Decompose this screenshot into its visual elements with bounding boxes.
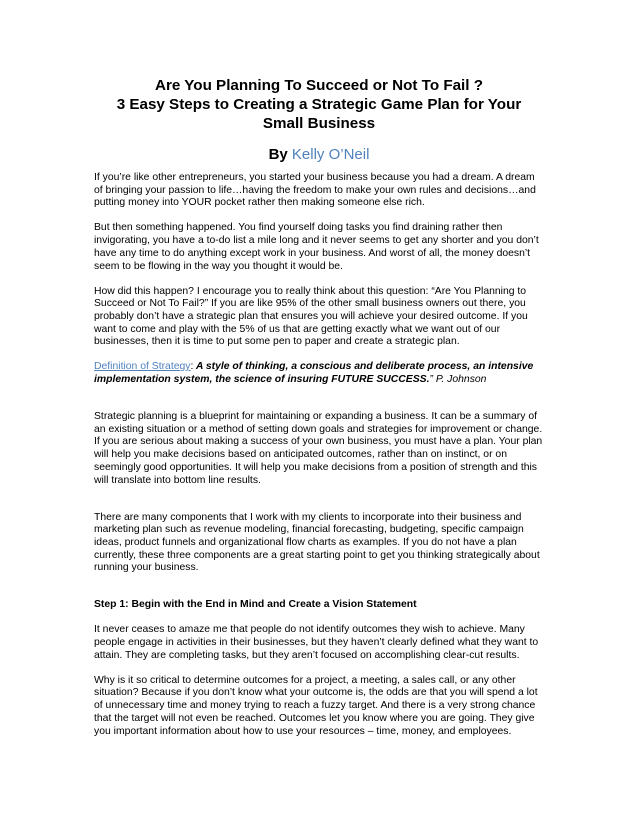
document-title <box>94 76 544 133</box>
definition-link[interactable]: Definition of Strategy <box>94 361 191 373</box>
author-link[interactable]: Kelly O’Neil <box>291 146 370 163</box>
title-line-2: 3 Easy Steps to Creating a Strategic Game Plan for Your <box>116 96 522 113</box>
document-page <box>94 76 544 751</box>
spacer <box>94 587 544 599</box>
paragraph-something-happened: But then something happened. You find yourself doing tasks you find draining rather then invigorating, you have a to-do list a mile long and it never seems to get any shorter and you don’t have any time to do anything except work in your business. And worst of all, the money doesn’t seem to be flowing in the way you thought it would be. <box>94 222 539 272</box>
definition-colon: : <box>190 361 194 373</box>
paragraph-intro-dream: If you’re like other entrepreneurs, you started your business because you had a dream. A dream of bringing your passion to life…having the freedom to make your own rules and decisions…and putting money into YOUR pocket rather then making someone else rich. <box>94 172 536 209</box>
paragraph-strategic-planning: Strategic planning is a blueprint for maintaining or expanding a business. It can be a summary of an existing situation or a method of setting down goals and strategies for improvement or change. If you are serious about making a success of your own business, you must have a plan. Your plan will help you make decisions based on anticipated outcomes, rather than on instinct, or on seemingly good opportunities. It will help you make decisions from a position of strength and this will translate into bottom line results. <box>94 411 543 486</box>
step-1-heading: Step 1: Begin with the End in Mind and Create a Vision Statement <box>94 599 417 611</box>
byline-prefix: By <box>268 146 292 163</box>
title-line-3: Small Business <box>262 115 376 132</box>
definition-attribution: ” P. Johnson <box>429 374 487 386</box>
byline <box>94 146 544 164</box>
definition-of-strategy <box>94 361 544 386</box>
spacer <box>94 500 544 512</box>
paragraph-why-critical: Why is it so critical to determine outcomes for a project, a meeting, a sales call, or any other situation? Because if you don’t know what your outcome is, the odds are that you will spend a lot of unnecessary time and money trying to reach a fuzzy target. And there is a very strong chance that the target will not even be reached. Outcomes let you know where you are going. They give you important information about how to use your resources – time, money, and employees. <box>94 674 538 737</box>
definition-text: A style of thinking, a conscious and deliberate process, an intensive implementation system, the science of insuring FUTURE SUCCESS. <box>94 361 534 386</box>
title-line-1: Are You Planning To Succeed or Not To Fail ? <box>155 77 483 94</box>
spacer <box>94 399 544 411</box>
paragraph-how-did-this-happen: How did this happen? I encourage you to really think about this question: “Are You Planning to Succeed or Not To Fail?” If you are like 95% of the other small business owners out there, you probably don’t have a strategic plan that ensures you will achieve your desired outcome. If you want to come and play with the 5% of us that are getting exactly what we want out of our businesses, then it is time to put some pen to paper and create a strategic plan. <box>94 285 528 348</box>
paragraph-outcomes: It never ceases to amaze me that people do not identify outcomes they wish to achieve. Many people engage in activities in their businesses, but they haven’t clearly defined what they want to attain. They are completing tasks, but they aren’t focused on accomplishing clear-cut results. <box>94 624 539 661</box>
paragraph-components: There are many components that I work with my clients to incorporate into their business and marketing plan such as revenue modeling, financial forecasting, budgeting, specific campaign ideas, product funnels and organizational flow charts as examples. If you do not have a plan currently, these three components are a great starting point to get you thinking strategically about running your business. <box>94 511 540 574</box>
